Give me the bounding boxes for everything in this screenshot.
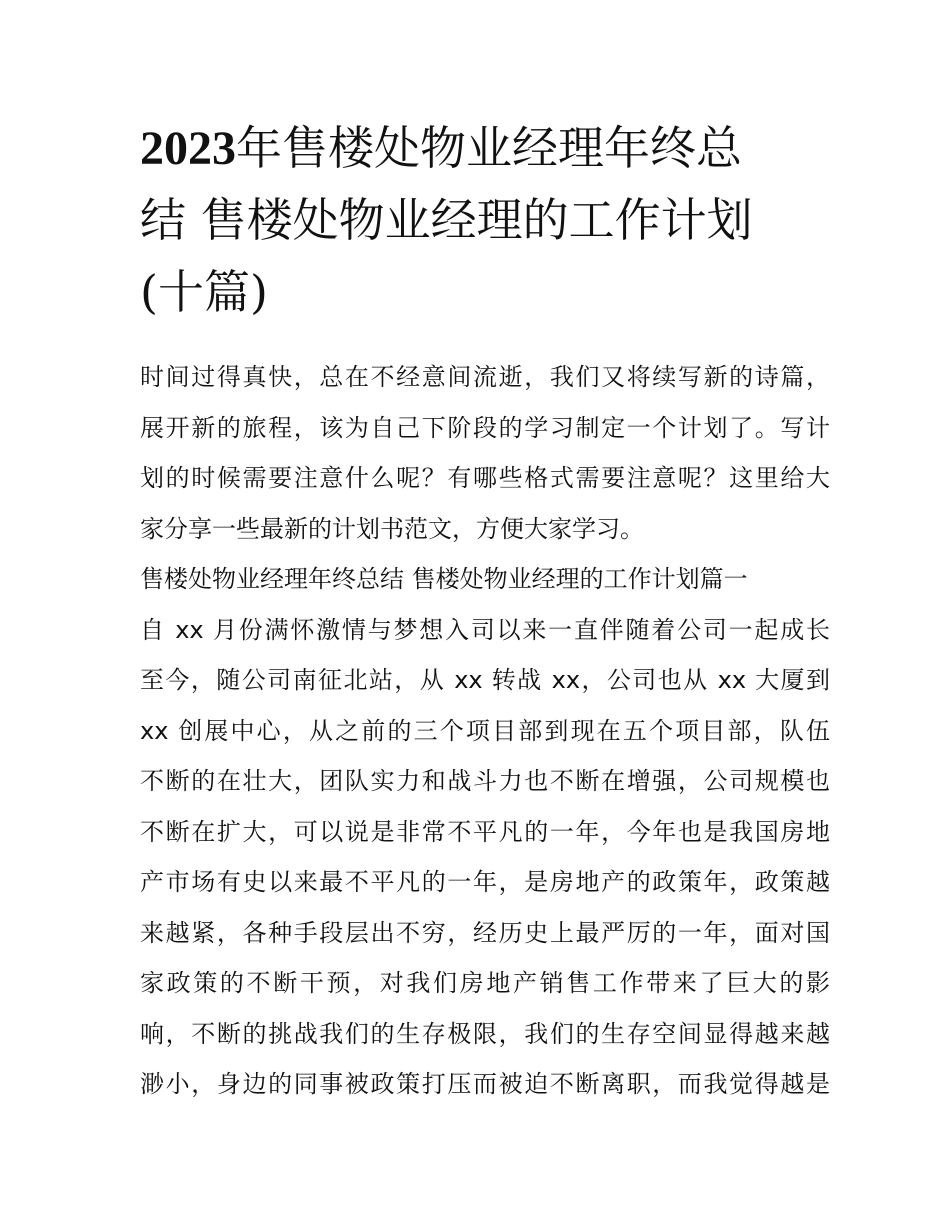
text-line: xx 创展中心，从之前的三个项目部到现在五个项目部，队伍 — [140, 716, 830, 745]
text-line: 不断在扩大，可以说是非常不平凡的一年，今年也是我国房地 — [140, 817, 830, 846]
text-line: 划的时候需要注意什么呢？有哪些格式需要注意呢？这里给大 — [140, 464, 830, 492]
text-line: 展开新的旅程，该为自己下阶段的学习制定一个计划了。写计 — [140, 413, 830, 442]
title-line-1-text: 年售楼处物业经理年终总 — [236, 121, 742, 175]
text-line: 至今，随公司南征北站，从 xx 转战 xx，公司也从 xx 大厦到 — [140, 666, 830, 694]
title-line-1 — [140, 112, 830, 184]
title-year: 2023 — [140, 122, 236, 175]
title-line-3: (十篇) — [140, 265, 268, 319]
text-line: 家政策的不断干预，对我们房地产销售工作带来了巨大的影 — [140, 969, 830, 997]
text-line: 不断的在壮大，团队实力和战斗力也不断在增强，公司规模也 — [140, 767, 830, 795]
section-heading: 售楼处物业经理年终总结 售楼处物业经理的工作计划篇一 — [140, 565, 748, 593]
text-line: 渺小，身边的同事被政策打压而被迫不断离职，而我觉得越是 — [140, 1070, 830, 1098]
document-title — [140, 112, 830, 328]
text-line: 时间过得真快，总在不经意间流逝，我们又将续写新的诗篇， — [140, 363, 830, 391]
intro-paragraph — [140, 352, 830, 554]
text-line: 来越紧，各种手段层出不穷，经历史上最严厉的一年，面对国 — [140, 918, 830, 947]
title-line-2: 结 售楼处物业经理的工作计划 — [140, 193, 753, 247]
text-line: 自 xx 月份满怀激情与梦想入司以来一直伴随着公司一起成长 — [140, 615, 830, 644]
text-line: 产市场有史以来最不平凡的一年，是房地产的政策年，政策越 — [140, 868, 830, 896]
body-paragraph — [140, 605, 830, 1110]
document-body — [140, 352, 830, 1110]
text-line: 家分享一些最新的计划书范文，方便大家学习。 — [140, 514, 644, 543]
text-line: 响，不断的挑战我们的生存极限，我们的生存空间显得越来越 — [140, 1019, 830, 1048]
